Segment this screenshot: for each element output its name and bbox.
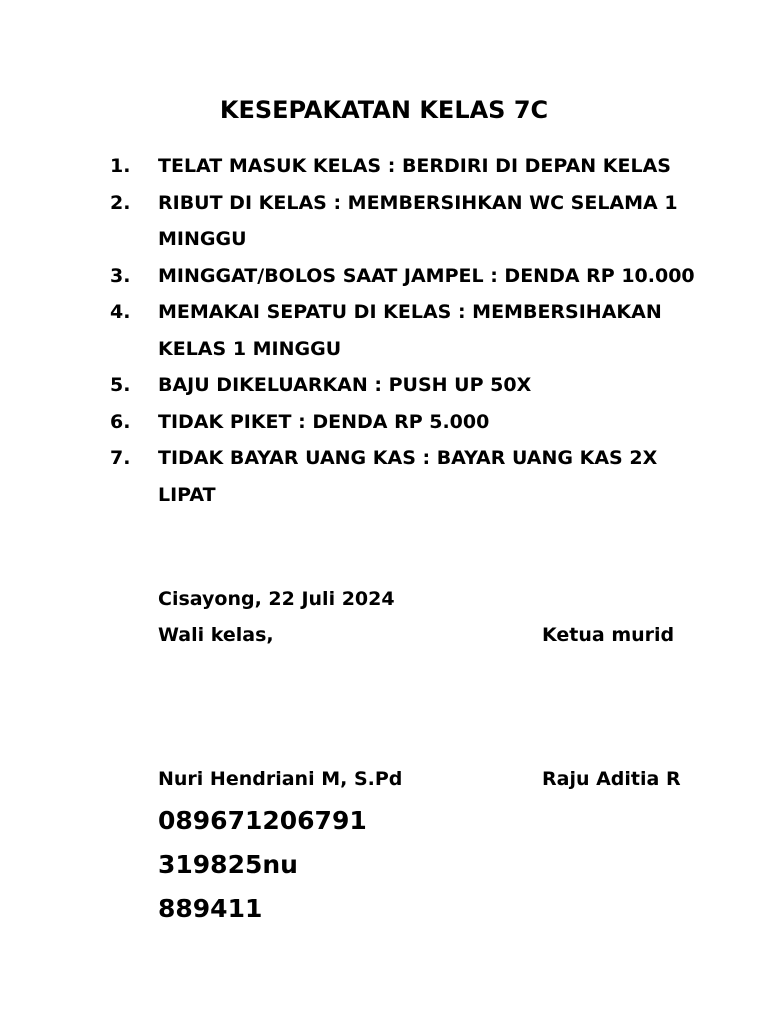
rule-text: MINGGAT/BOLOS SAAT JAMPEL : DENDA RP 10.000 xyxy=(158,264,695,287)
extra-line: 889411 xyxy=(158,894,263,923)
rule-number: 6. xyxy=(110,410,131,433)
homeroom-teacher-label: Wali kelas, xyxy=(158,624,274,646)
rule-number: 1. xyxy=(110,155,131,177)
place-date: Cisayong, 22 Juli 2024 xyxy=(158,588,395,610)
rule-number: 2. xyxy=(110,191,131,214)
homeroom-teacher-name: Nuri Hendriani M, S.Pd xyxy=(158,768,403,790)
rule-text: TELAT MASUK KELAS : BERDIRI DI DEPAN KELAS xyxy=(158,155,671,177)
list-item xyxy=(110,367,710,404)
rule-text: RIBUT DI KELAS : MEMBERSIHKAN WC SELAMA 1 MINGGU xyxy=(158,191,678,250)
list-item xyxy=(110,148,710,185)
list-item xyxy=(110,294,710,367)
class-leader-label: Ketua murid xyxy=(542,624,675,646)
rule-text: MEMAKAI SEPATU DI KELAS : MEMBERSIHAKAN KELAS 1 MINGGU xyxy=(158,301,662,360)
class-leader-name: Raju Aditia R xyxy=(542,768,681,790)
document-title: KESEPAKATAN KELAS 7C xyxy=(219,96,549,124)
rule-number: 5. xyxy=(110,374,131,396)
list-item xyxy=(110,185,710,258)
extra-line: 319825nu xyxy=(158,850,298,879)
rule-text: TIDAK BAYAR UANG KAS : BAYAR UANG KAS 2X LIPAT xyxy=(158,447,658,506)
rule-text: TIDAK PIKET : DENDA RP 5.000 xyxy=(158,410,490,433)
rules-list xyxy=(110,148,710,513)
rule-number: 7. xyxy=(110,447,131,469)
rule-number: 3. xyxy=(110,264,131,287)
rule-number: 4. xyxy=(110,301,131,323)
rule-text: BAJU DIKELUARKAN : PUSH UP 50X xyxy=(158,374,532,396)
list-item xyxy=(110,258,710,295)
list-item xyxy=(110,404,710,441)
phone-number: 089671206791 xyxy=(158,806,367,835)
list-item xyxy=(110,440,710,513)
